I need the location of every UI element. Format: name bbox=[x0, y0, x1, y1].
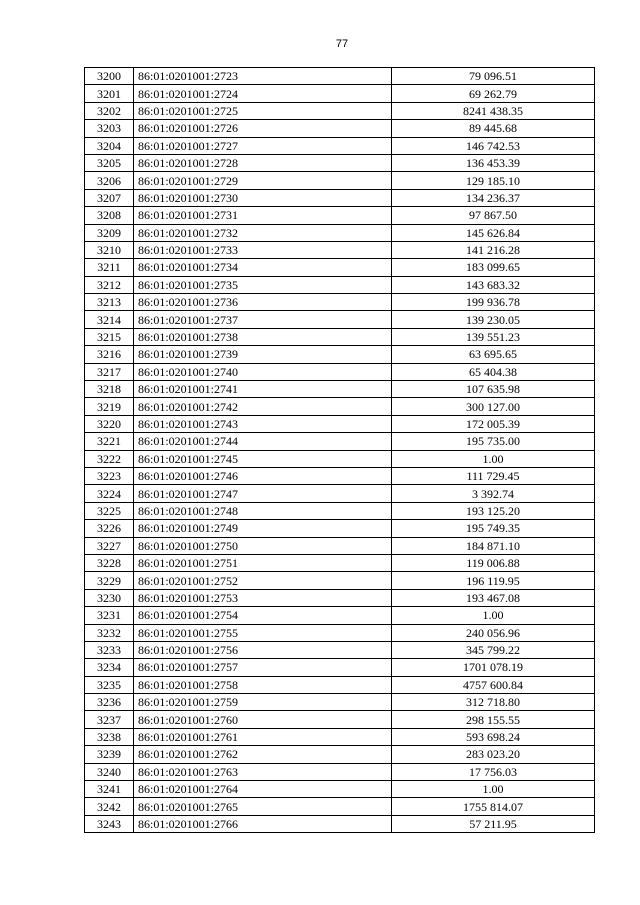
cadastral-value: 136 453.39 bbox=[392, 154, 595, 171]
cadastral-value: 1755 814.07 bbox=[392, 798, 595, 815]
cadastral-value: 345 799.22 bbox=[392, 641, 595, 658]
cadastral-value: 183 099.65 bbox=[392, 259, 595, 276]
cadastral-value: 300 127.00 bbox=[392, 398, 595, 415]
row-number: 3233 bbox=[85, 641, 134, 658]
cadastral-number: 86:01:0201001:2730 bbox=[134, 189, 392, 206]
cadastral-number: 86:01:0201001:2732 bbox=[134, 224, 392, 241]
table-row bbox=[85, 676, 595, 693]
row-number: 3204 bbox=[85, 137, 134, 154]
table-row bbox=[85, 294, 595, 311]
cadastral-number: 86:01:0201001:2745 bbox=[134, 450, 392, 467]
row-number: 3214 bbox=[85, 311, 134, 328]
table-row bbox=[85, 502, 595, 519]
table-row bbox=[85, 102, 595, 119]
cadastral-number: 86:01:0201001:2724 bbox=[134, 85, 392, 102]
row-number: 3240 bbox=[85, 763, 134, 780]
cadastral-number: 86:01:0201001:2746 bbox=[134, 467, 392, 484]
cadastral-value: 107 635.98 bbox=[392, 381, 595, 398]
row-number: 3205 bbox=[85, 154, 134, 171]
cadastral-number: 86:01:0201001:2734 bbox=[134, 259, 392, 276]
cadastral-number: 86:01:0201001:2747 bbox=[134, 485, 392, 502]
table-row bbox=[85, 189, 595, 206]
cadastral-value: 8241 438.35 bbox=[392, 102, 595, 119]
row-number: 3218 bbox=[85, 381, 134, 398]
cadastral-number: 86:01:0201001:2755 bbox=[134, 624, 392, 641]
table-row bbox=[85, 241, 595, 258]
row-number: 3225 bbox=[85, 502, 134, 519]
row-number: 3237 bbox=[85, 711, 134, 728]
cadastral-number: 86:01:0201001:2750 bbox=[134, 537, 392, 554]
cadastral-number: 86:01:0201001:2740 bbox=[134, 363, 392, 380]
table-row bbox=[85, 328, 595, 345]
cadastral-number: 86:01:0201001:2743 bbox=[134, 415, 392, 432]
cadastral-number: 86:01:0201001:2757 bbox=[134, 659, 392, 676]
cadastral-value: 196 119.95 bbox=[392, 572, 595, 589]
row-number: 3206 bbox=[85, 172, 134, 189]
cadastral-number: 86:01:0201001:2764 bbox=[134, 781, 392, 798]
cadastral-number: 86:01:0201001:2739 bbox=[134, 346, 392, 363]
table-row bbox=[85, 763, 595, 780]
cadastral-value: 146 742.53 bbox=[392, 137, 595, 154]
row-number: 3217 bbox=[85, 363, 134, 380]
row-number: 3223 bbox=[85, 467, 134, 484]
cadastral-number: 86:01:0201001:2733 bbox=[134, 241, 392, 258]
cadastral-number: 86:01:0201001:2744 bbox=[134, 433, 392, 450]
row-number: 3202 bbox=[85, 102, 134, 119]
row-number: 3224 bbox=[85, 485, 134, 502]
row-number: 3230 bbox=[85, 589, 134, 606]
table-row bbox=[85, 554, 595, 571]
cadastral-value: 298 155.55 bbox=[392, 711, 595, 728]
row-number: 3231 bbox=[85, 607, 134, 624]
table-row bbox=[85, 207, 595, 224]
cadastral-value: 4757 600.84 bbox=[392, 676, 595, 693]
row-number: 3213 bbox=[85, 294, 134, 311]
cadastral-number: 86:01:0201001:2736 bbox=[134, 294, 392, 311]
table-row bbox=[85, 641, 595, 658]
cadastral-number: 86:01:0201001:2754 bbox=[134, 607, 392, 624]
cadastral-value: 195 749.35 bbox=[392, 520, 595, 537]
cadastral-number: 86:01:0201001:2752 bbox=[134, 572, 392, 589]
cadastral-number: 86:01:0201001:2737 bbox=[134, 311, 392, 328]
cadastral-value: 1.00 bbox=[392, 607, 595, 624]
table-row bbox=[85, 363, 595, 380]
table-row bbox=[85, 624, 595, 641]
row-number: 3235 bbox=[85, 676, 134, 693]
cadastral-value: 89 445.68 bbox=[392, 120, 595, 137]
row-number: 3215 bbox=[85, 328, 134, 345]
table-row bbox=[85, 572, 595, 589]
table-row bbox=[85, 276, 595, 293]
page-number: 77 bbox=[335, 38, 349, 50]
table-row bbox=[85, 415, 595, 432]
table-row bbox=[85, 520, 595, 537]
cadastral-value: 97 867.50 bbox=[392, 207, 595, 224]
cadastral-number: 86:01:0201001:2763 bbox=[134, 763, 392, 780]
row-number: 3211 bbox=[85, 259, 134, 276]
row-number: 3232 bbox=[85, 624, 134, 641]
table-row bbox=[85, 798, 595, 815]
cadastral-value: 1.00 bbox=[392, 450, 595, 467]
cadastral-number: 86:01:0201001:2761 bbox=[134, 728, 392, 745]
cadastral-number: 86:01:0201001:2749 bbox=[134, 520, 392, 537]
cadastral-value: 283 023.20 bbox=[392, 746, 595, 763]
cadastral-value: 65 404.38 bbox=[392, 363, 595, 380]
cadastral-value: 1.00 bbox=[392, 781, 595, 798]
row-number: 3242 bbox=[85, 798, 134, 815]
cadastral-value: 193 125.20 bbox=[392, 502, 595, 519]
table-row bbox=[85, 259, 595, 276]
table-row bbox=[85, 172, 595, 189]
cadastral-value: 141 216.28 bbox=[392, 241, 595, 258]
cadastral-value: 593 698.24 bbox=[392, 728, 595, 745]
table-row bbox=[85, 433, 595, 450]
table-body bbox=[85, 68, 595, 833]
cadastral-number: 86:01:0201001:2748 bbox=[134, 502, 392, 519]
row-number: 3221 bbox=[85, 433, 134, 450]
cadastral-number: 86:01:0201001:2738 bbox=[134, 328, 392, 345]
table-row bbox=[85, 68, 595, 85]
cadastral-value: 184 871.10 bbox=[392, 537, 595, 554]
table-row bbox=[85, 781, 595, 798]
row-number: 3219 bbox=[85, 398, 134, 415]
cadastral-number: 86:01:0201001:2729 bbox=[134, 172, 392, 189]
table-row bbox=[85, 224, 595, 241]
table-row bbox=[85, 120, 595, 137]
row-number: 3243 bbox=[85, 815, 134, 832]
table-row bbox=[85, 381, 595, 398]
row-number: 3228 bbox=[85, 554, 134, 571]
table-row bbox=[85, 589, 595, 606]
cadastral-value: 172 005.39 bbox=[392, 415, 595, 432]
table-row bbox=[85, 137, 595, 154]
cadastral-value: 79 096.51 bbox=[392, 68, 595, 85]
cadastral-value: 195 735.00 bbox=[392, 433, 595, 450]
row-number: 3209 bbox=[85, 224, 134, 241]
row-number: 3210 bbox=[85, 241, 134, 258]
row-number: 3222 bbox=[85, 450, 134, 467]
cadastral-value: 57 211.95 bbox=[392, 815, 595, 832]
cadastral-value: 240 056.96 bbox=[392, 624, 595, 641]
row-number: 3200 bbox=[85, 68, 134, 85]
row-number: 3234 bbox=[85, 659, 134, 676]
row-number: 3201 bbox=[85, 85, 134, 102]
cadastral-value: 143 683.32 bbox=[392, 276, 595, 293]
cadastral-number: 86:01:0201001:2756 bbox=[134, 641, 392, 658]
table-row bbox=[85, 659, 595, 676]
table-row bbox=[85, 711, 595, 728]
cadastral-number: 86:01:0201001:2725 bbox=[134, 102, 392, 119]
table-row bbox=[85, 398, 595, 415]
cadastral-value: 312 718.80 bbox=[392, 694, 595, 711]
cadastral-number: 86:01:0201001:2760 bbox=[134, 711, 392, 728]
table-row bbox=[85, 311, 595, 328]
cadastral-number: 86:01:0201001:2735 bbox=[134, 276, 392, 293]
row-number: 3207 bbox=[85, 189, 134, 206]
cadastral-number: 86:01:0201001:2741 bbox=[134, 381, 392, 398]
row-number: 3203 bbox=[85, 120, 134, 137]
table-row bbox=[85, 485, 595, 502]
cadastral-number: 86:01:0201001:2758 bbox=[134, 676, 392, 693]
row-number: 3226 bbox=[85, 520, 134, 537]
table-row bbox=[85, 537, 595, 554]
cadastral-value: 17 756.03 bbox=[392, 763, 595, 780]
table-row bbox=[85, 815, 595, 832]
table-row bbox=[85, 346, 595, 363]
cadastral-number: 86:01:0201001:2762 bbox=[134, 746, 392, 763]
table-row bbox=[85, 467, 595, 484]
table-row bbox=[85, 746, 595, 763]
cadastral-value: 193 467.08 bbox=[392, 589, 595, 606]
row-number: 3241 bbox=[85, 781, 134, 798]
cadastral-number: 86:01:0201001:2766 bbox=[134, 815, 392, 832]
cadastral-value: 119 006.88 bbox=[392, 554, 595, 571]
cadastral-value: 139 230.05 bbox=[392, 311, 595, 328]
table-row bbox=[85, 694, 595, 711]
row-number: 3238 bbox=[85, 728, 134, 745]
cadastral-number: 86:01:0201001:2765 bbox=[134, 798, 392, 815]
row-number: 3227 bbox=[85, 537, 134, 554]
cadastral-value: 1701 078.19 bbox=[392, 659, 595, 676]
table-row bbox=[85, 450, 595, 467]
cadastral-value: 139 551.23 bbox=[392, 328, 595, 345]
table-row bbox=[85, 85, 595, 102]
row-number: 3229 bbox=[85, 572, 134, 589]
cadastral-number: 86:01:0201001:2731 bbox=[134, 207, 392, 224]
cadastral-value: 145 626.84 bbox=[392, 224, 595, 241]
cadastral-number: 86:01:0201001:2723 bbox=[134, 68, 392, 85]
table-row bbox=[85, 154, 595, 171]
row-number: 3212 bbox=[85, 276, 134, 293]
cadastral-number: 86:01:0201001:2728 bbox=[134, 154, 392, 171]
cadastral-number: 86:01:0201001:2726 bbox=[134, 120, 392, 137]
row-number: 3236 bbox=[85, 694, 134, 711]
cadastral-number: 86:01:0201001:2742 bbox=[134, 398, 392, 415]
cadastral-value: 3 392.74 bbox=[392, 485, 595, 502]
cadastral-value: 129 185.10 bbox=[392, 172, 595, 189]
cadastral-value: 63 695.65 bbox=[392, 346, 595, 363]
cadastral-number: 86:01:0201001:2751 bbox=[134, 554, 392, 571]
cadastral-number: 86:01:0201001:2759 bbox=[134, 694, 392, 711]
cadastral-number: 86:01:0201001:2753 bbox=[134, 589, 392, 606]
cadastral-number: 86:01:0201001:2727 bbox=[134, 137, 392, 154]
row-number: 3220 bbox=[85, 415, 134, 432]
row-number: 3208 bbox=[85, 207, 134, 224]
row-number: 3239 bbox=[85, 746, 134, 763]
cadastral-value: 69 262.79 bbox=[392, 85, 595, 102]
cadastral-value: 111 729.45 bbox=[392, 467, 595, 484]
row-number: 3216 bbox=[85, 346, 134, 363]
table-row bbox=[85, 728, 595, 745]
cadastral-value: 134 236.37 bbox=[392, 189, 595, 206]
cadastral-value-table bbox=[84, 67, 595, 833]
table-row bbox=[85, 607, 595, 624]
cadastral-value: 199 936.78 bbox=[392, 294, 595, 311]
